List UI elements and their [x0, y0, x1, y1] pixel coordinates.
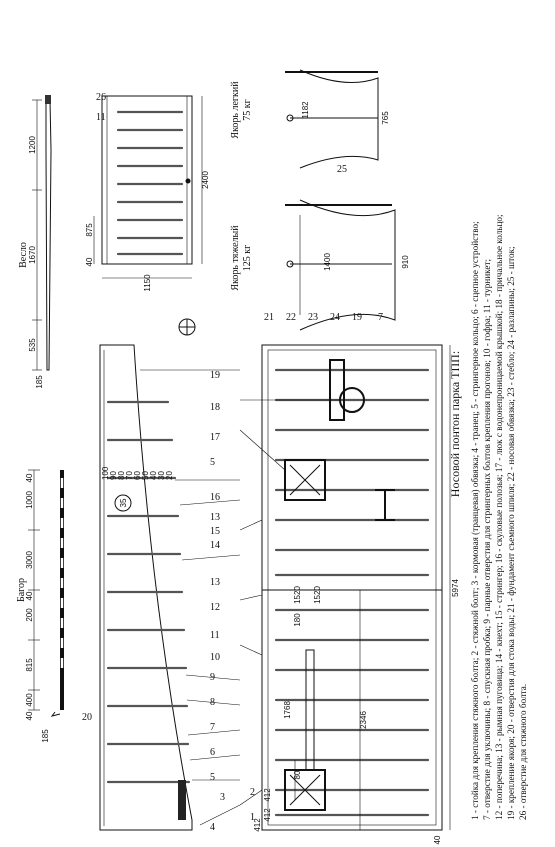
- anchor-light-label: Якорь легкий: [230, 81, 241, 139]
- dim-80: 80: [293, 770, 302, 780]
- anchor-heavy: [230, 200, 410, 330]
- legend-line-4: 19 - крепление якоря; 20 - отверстия для стока воды; 21 - фундамент съемного шпиля; 22 - носовая обвязка; 23 - стебло; 24 - разлапины; 25 - шток;: [506, 246, 516, 820]
- dim-3000: 3000: [25, 551, 34, 569]
- pontoon-side-view: [100, 345, 192, 830]
- oar-shaft: [46, 100, 51, 370]
- callout-3: 3: [220, 792, 225, 803]
- svg-text:80: 80: [117, 471, 126, 480]
- dim-765: 765: [381, 111, 390, 125]
- svg-text:30: 30: [157, 471, 166, 480]
- anchor-heavy-label: Якорь тяжелый: [230, 225, 241, 291]
- anchor-light-arms: [300, 70, 378, 168]
- callout-20: 20: [82, 712, 92, 723]
- svg-text:40: 40: [85, 257, 94, 267]
- callout-7: 7: [210, 722, 215, 733]
- callout-8: 8: [210, 697, 215, 708]
- legend-line-1: 1 - стойка для крепления стяжного болта; 2 - стяжной болт; 3 - кормовая (транцевая) обвязка; 4 - транец; 5 - стрингерное кольцо; 6 - сцепное устройство;: [470, 221, 480, 820]
- oar-drawing: [18, 95, 51, 389]
- callout-25: 25: [337, 164, 347, 175]
- callout-10: 10: [210, 652, 220, 663]
- dim-1182: 1182: [301, 101, 310, 119]
- pontoon-plan-view: [253, 345, 460, 844]
- callout-21: 21: [264, 312, 274, 323]
- dim-40: 40: [433, 835, 442, 845]
- emblem-icon: [179, 319, 195, 335]
- dim-185b: 185: [35, 375, 44, 389]
- svg-text:40: 40: [25, 711, 34, 721]
- oar-label: Весло: [18, 242, 29, 268]
- anchor-heavy-weight: 125 кг: [242, 244, 253, 272]
- svg-text:40: 40: [25, 473, 34, 483]
- dim-2400: 2400: [201, 171, 210, 189]
- boathook-hook: [52, 712, 60, 716]
- dim-5974: 5974: [451, 579, 460, 597]
- callout-11-top: 11: [96, 112, 106, 123]
- callout-15: 15: [210, 526, 220, 537]
- dim-185: 185: [41, 729, 50, 743]
- dim-815: 815: [25, 658, 34, 672]
- svg-text:40: 40: [149, 471, 158, 480]
- legend-line-3: 12 - поперечина; 13 - рымная пуговица; 14 - кнехт; 15 - стрингер; 16 - скуловые полозья; 17 - люк с водонепроницаемой крышкой; 18 - причальное кольцо;: [494, 214, 504, 820]
- plan-outline: [262, 345, 442, 830]
- dim-1520-a: 1520: [293, 586, 302, 604]
- callout-5: 5: [210, 772, 215, 783]
- callout-16: 16: [210, 492, 220, 503]
- callout-5b: 5: [210, 457, 215, 468]
- callout-9: 9: [210, 672, 215, 683]
- dim-412-c: 412: [253, 818, 262, 832]
- dim-2346: 2346: [359, 711, 368, 729]
- dim-535: 535: [28, 338, 37, 352]
- dim-400: 400: [25, 693, 34, 707]
- callout-12: 12: [210, 602, 220, 613]
- dim-200: 200: [25, 608, 34, 622]
- transom-view: [85, 92, 210, 292]
- legend-line-2: 7 - отверстие для уключины; 8 - спускная пробка; 9 - парные отверстия для стрингерных болтов крепления прогонов; 10 - гофра; 11 - турникет;: [482, 258, 492, 820]
- callout-22: 22: [286, 312, 296, 323]
- svg-text:70: 70: [125, 471, 134, 480]
- callout-13b: 13: [210, 512, 220, 523]
- svg-text:60: 60: [133, 471, 142, 480]
- callout-6: 6: [210, 747, 215, 758]
- oar-blade-tip: [45, 95, 51, 104]
- dim-1520-b: 1520: [313, 586, 322, 604]
- dim-910: 910: [401, 255, 410, 269]
- dim-1200: 1200: [28, 136, 37, 154]
- draft-mark-100: 100: [101, 466, 110, 480]
- turnbuckle: [306, 650, 314, 770]
- side-outline: [100, 345, 192, 830]
- dim-1000: 1000: [25, 491, 34, 509]
- callout-11: 11: [210, 630, 220, 641]
- dim-1670: 1670: [28, 246, 37, 264]
- callout-19: 19: [210, 370, 220, 381]
- dim-1150: 1150: [143, 274, 152, 292]
- callout-17: 17: [210, 432, 220, 443]
- svg-text:90: 90: [109, 471, 118, 480]
- callout-18: 18: [210, 402, 220, 413]
- callout-24: 24: [330, 312, 340, 323]
- callout-13: 13: [210, 577, 220, 588]
- callout-4: 4: [210, 822, 215, 833]
- bollard: [375, 490, 395, 520]
- callout-26: 26: [96, 92, 106, 103]
- callout-23: 23: [308, 312, 318, 323]
- dim-1400: 1400: [323, 253, 332, 271]
- callout-19b: 19: [352, 312, 362, 323]
- dim-875: 875: [85, 223, 94, 237]
- dim-412-a: 412: [263, 788, 272, 802]
- draft-mark-35: 35: [119, 498, 128, 508]
- drawing-title: Носовой понтон парка ТПП:: [448, 350, 462, 498]
- dim-412-b: 412: [263, 808, 272, 822]
- boathook-label: Багор: [16, 577, 27, 603]
- dim-1768: 1768: [283, 701, 292, 719]
- anchor-heavy-arms: [300, 200, 395, 330]
- dim-180: 180: [293, 613, 302, 627]
- callouts: [82, 312, 383, 833]
- anchor-light-weight: 75 кг: [242, 99, 253, 121]
- legend-block: [448, 214, 528, 820]
- callout-14: 14: [210, 540, 220, 551]
- svg-text:40: 40: [25, 591, 34, 601]
- anchor-light: [230, 70, 390, 175]
- callout-1: 1: [250, 812, 255, 823]
- svg-text:20: 20: [165, 471, 174, 480]
- boathook-drawing: [16, 470, 64, 743]
- callout-7b: 7: [378, 312, 383, 323]
- legend-line-5: 26 - отверстие для стяжного болта.: [518, 683, 528, 820]
- svg-text:50: 50: [141, 471, 150, 480]
- callout-2: 2: [250, 787, 255, 798]
